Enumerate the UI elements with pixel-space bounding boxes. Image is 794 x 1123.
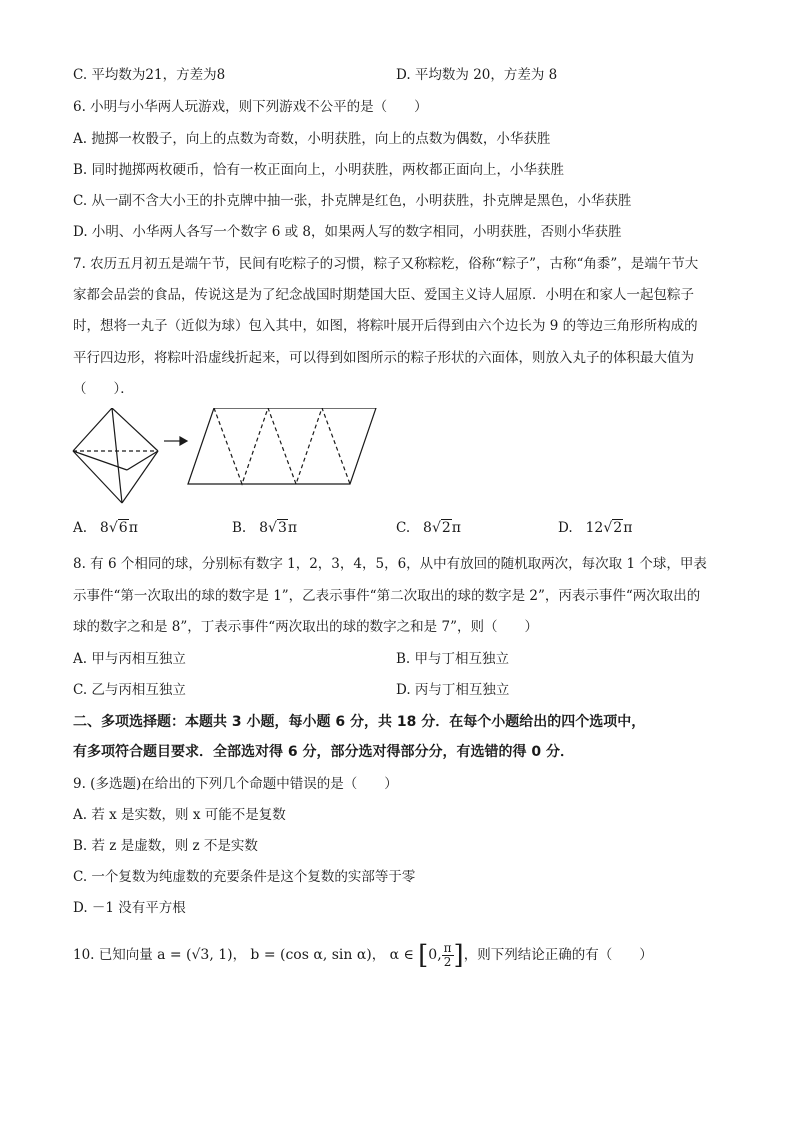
q6-stem: 6. 小明与小华两人玩游戏，则下列游戏不公平的是（ ） bbox=[73, 99, 428, 115]
q5-option-d: D. 平均数为 20，方差为 8 bbox=[396, 67, 558, 83]
q10-suffix: ，则下列结论正确的有（ ） bbox=[463, 947, 653, 963]
vector-a: a = (√3, 1) bbox=[157, 947, 233, 963]
q8-line-3: 球的数字之和是 8”，丁表示事件“两次取出的球的数字之和是 7”，则（ ） bbox=[73, 619, 538, 635]
vector-b: b = (cos α, sin α) bbox=[250, 947, 372, 963]
q8-line-2: 示事件“第一次取出的球的数字是 1”，乙表示事件“第二次取出的球的数字是 2”，丙表示事件“两次取出的 bbox=[73, 588, 701, 604]
q8-option-b: B. 甲与丁相互独立 bbox=[396, 651, 510, 667]
q7-line-4: 平行四边形，将粽叶沿虚线折起来，可以得到如图所示的粽子形状的六面体，则放入丸子的体积最大值为 bbox=[73, 350, 694, 366]
right-bracket: ] bbox=[453, 940, 464, 971]
section2-heading-line-2: 有多项符合题目要求．全部选对得 6 分，部分选对得部分分，有选错的得 0 分． bbox=[73, 744, 574, 760]
q7-option-a: A. 8√6π bbox=[73, 520, 138, 536]
q7-line-2: 家都会品尝的食品，传说这是为了纪念战国时期楚国大臣、爱国主义诗人屈原．小明在和家人一起包粽子 bbox=[73, 287, 694, 303]
q8-option-c: C. 乙与丙相互独立 bbox=[73, 682, 186, 698]
q10-stem: 10. 已知向量 a = (√3, 1)， b = (cos α, sin α)， α ∈ [0, $\frac{\pi}{2}$ ]，则下列结论正确的有（ ） bbox=[73, 940, 653, 971]
interval-left: 0, bbox=[428, 947, 442, 963]
pi-over-two: $\frac{\pi}{2}$ bbox=[443, 941, 452, 969]
q7-option-b: B. 8√3π bbox=[232, 520, 298, 536]
q7-option-c: C. 8√2π bbox=[396, 520, 461, 536]
q9-option-a: A. 若 x 是实数，则 x 可能不是复数 bbox=[73, 807, 286, 823]
q7-figure bbox=[70, 408, 380, 508]
q7-line-5: （ ）． bbox=[73, 381, 134, 397]
section2-heading-line-1: 二、多项选择题：本题共 3 小题，每小题 6 分，共 18 分．在每个小题给出的四个选项中， bbox=[73, 714, 646, 730]
parallelogram-net bbox=[188, 408, 376, 484]
q6-option-b: B. 同时抛掷两枚硬币，恰有一枚正面向上，小明获胜，两枚都正面向上，小华获胜 bbox=[73, 162, 565, 178]
q6-option-c: C. 从一副不含大小王的扑克牌中抽一张，扑克牌是红色，小明获胜，扑克牌是黑色，小华获胜 bbox=[73, 193, 632, 209]
left-bracket: [ bbox=[418, 940, 429, 971]
q8-option-d: D. 丙与丁相互独立 bbox=[396, 682, 510, 698]
q10-prefix: 10. 已知向量 bbox=[73, 947, 153, 963]
q9-option-c: C. 一个复数为纯虚数的充要条件是这个复数的实部等于零 bbox=[73, 869, 416, 885]
q7-option-d: D. 12√2π bbox=[558, 520, 633, 536]
q9-option-d: D. －1 没有平方根 bbox=[73, 900, 186, 916]
q5-option-c: C. 平均数为21，方差为8 bbox=[73, 67, 226, 83]
q8-line-1: 8. 有 6 个相同的球，分别标有数字 1，2，3，4，5，6，从中有放回的随机取两次，每次取 1 个球，甲表 bbox=[73, 556, 707, 572]
q6-option-d: D. 小明、小华两人各写一个数字 6 或 8，如果两人写的数字相同，小明获胜，否则小华获胜 bbox=[73, 224, 622, 240]
q9-option-b: B. 若 z 是虚数，则 z 不是实数 bbox=[73, 838, 258, 854]
q9-stem: 9. (多选题)在给出的下列几个命题中错误的是（ ） bbox=[73, 776, 398, 792]
arrow-icon bbox=[164, 437, 187, 445]
q8-option-a: A. 甲与丙相互独立 bbox=[73, 651, 186, 667]
q7-line-1: 7. 农历五月初五是端午节，民间有吃粽子的习惯，粽子又称粽籺，俗称“粽子”，古称“角黍”，是端午节大 bbox=[73, 256, 699, 272]
hexahedron-diagram bbox=[73, 408, 158, 503]
q7-line-3: 时，想将一丸子（近似为球）包入其中，如图，将粽叶展开后得到由六个边长为 9 的等边三角形所构成的 bbox=[73, 318, 698, 334]
alpha-membership: α ∈ bbox=[389, 947, 414, 963]
q6-option-a: A. 抛掷一枚骰子，向上的点数为奇数，小明获胜，向上的点数为偶数，小华获胜 bbox=[73, 131, 551, 147]
